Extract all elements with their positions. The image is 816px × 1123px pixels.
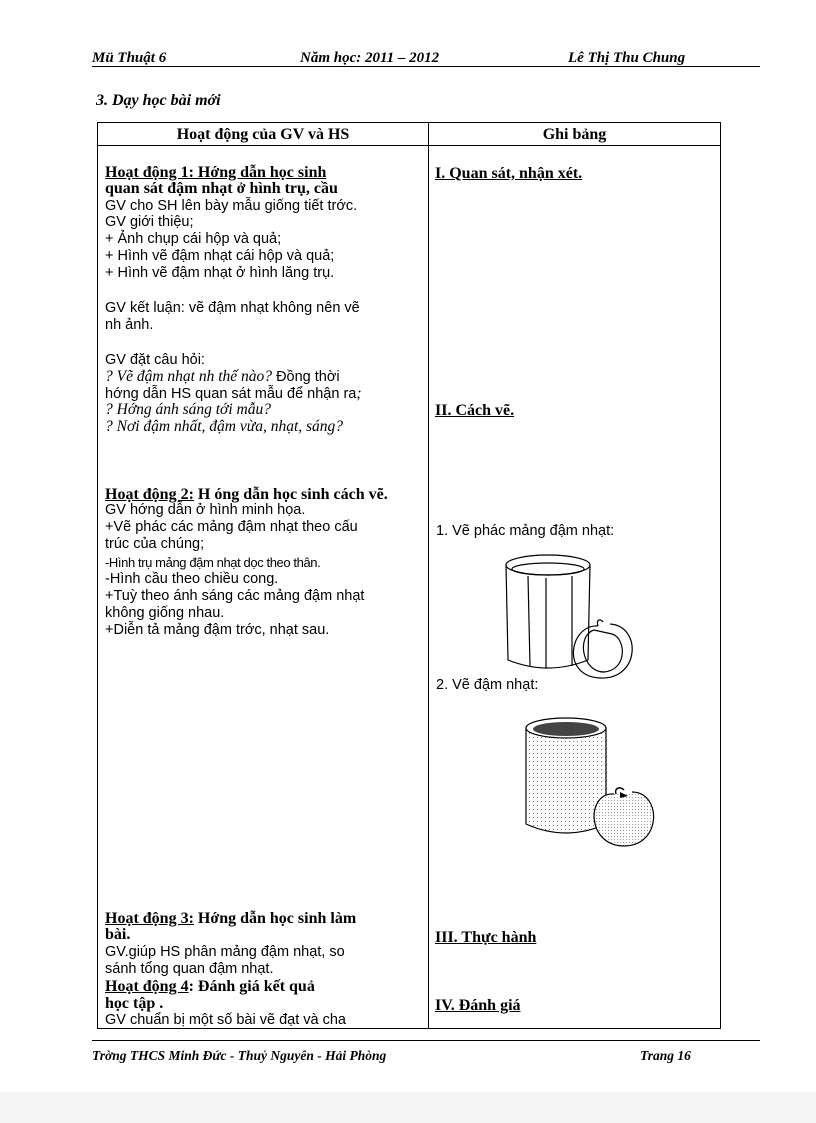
question-italic: ; <box>356 385 362 402</box>
question-line <box>105 369 340 385</box>
header-subject: Mü Thuật 6 <box>92 50 167 66</box>
question-plain: Đồng thời <box>272 369 340 385</box>
activity-4-text: GV chuẩn bị một số bài vẽ đạt và cha <box>105 1012 346 1028</box>
activity-4-title <box>105 979 315 995</box>
activity-1-text: GV giới thiệu; <box>105 214 194 230</box>
board-step-2: 2. Vẽ đậm nhạt: <box>436 677 539 693</box>
activity-2-label: Hoạt động 2: <box>105 486 194 503</box>
apple-body-shaded <box>594 792 653 846</box>
activity-3-title-line2: bài. <box>105 926 131 943</box>
table-header-rule <box>97 145 721 146</box>
sketch-cylinder-apple-illustration <box>500 548 665 683</box>
activity-2-text: +Tuỳ theo ánh sáng các mảng đậm nhạt <box>105 588 365 604</box>
activity-2-text: -Hình cầu theo chiều cong. <box>105 571 279 587</box>
activity-2-title <box>105 487 388 503</box>
header-rule <box>92 66 760 67</box>
cylinder-body <box>506 565 590 668</box>
board-heading-2: II. Cách vẽ. <box>435 402 515 419</box>
board-heading-3: III. Thực hành <box>435 929 537 946</box>
activity-1-title-line2: quan sát đậm nhạt ở hình trụ, cầu <box>105 180 338 197</box>
conclusion-text: nh ảnh. <box>105 317 154 333</box>
footer-school: Trờng THCS Minh Đức - Thuỷ Nguyên - Hải Phòng <box>92 1048 387 1063</box>
activity-4-title-text: : Đánh giá kết quả <box>188 978 315 995</box>
activity-1-text: GV cho SH lên bày mẫu giống tiết trớc. <box>105 198 358 214</box>
activity-1-text: + Hình vẽ đậm nhạt ở hình lăng trụ. <box>105 265 335 281</box>
footer-rule <box>92 1040 760 1041</box>
activity-3-label: Hoạt động 3: <box>105 910 194 927</box>
activity-2-text: +Diễn tả mảng đậm trớc, nhạt sau. <box>105 622 330 638</box>
footer-page-number: Trang 16 <box>640 1048 691 1063</box>
activity-2-text: GV hớng dẫn ở hình minh họa. <box>105 502 306 518</box>
col2-header: Ghi bảng <box>542 126 607 143</box>
conclusion-text: GV kết luận: vẽ đậm nhạt không nên vẽ <box>105 300 360 316</box>
question-intro: GV đặt câu hỏi: <box>105 352 205 368</box>
section-title: 3. Dạy học bài mới <box>96 92 221 109</box>
header-year: Năm học: 2011 – 2012 <box>300 50 440 66</box>
question-line <box>105 386 362 402</box>
board-step-1: 1. Vẽ phác mảng đậm nhạt: <box>436 523 615 539</box>
apple-shading-contour <box>583 630 622 672</box>
activity-1-title-line1: Hoạt động 1: Hớng dẫn học sinh <box>105 164 327 181</box>
activity-2-text: không giống nhau. <box>105 605 225 621</box>
activity-4-label: Hoạt động 4 <box>105 978 189 995</box>
question-line: ? Nơi đậm nhất, đậm vừa, nhạt, sáng? <box>105 418 344 435</box>
header-teacher: Lê Thị Thu Chung <box>568 50 686 66</box>
apple-stem <box>597 620 603 626</box>
shaded-cylinder-apple-illustration <box>520 712 665 848</box>
table-column-divider <box>428 122 429 1029</box>
cylinder-value-line <box>528 576 530 666</box>
activity-3-text: GV.giúp HS phân mảng đậm nhạt, so <box>105 944 345 960</box>
cylinder-interior <box>533 722 599 736</box>
board-heading-1: I. Quan sát, nhận xét. <box>435 165 583 182</box>
question-plain: hớng dẫn HS quan sát mẫu để nhận ra <box>105 386 357 402</box>
activity-1-text: + Hình vẽ đậm nhạt cái hộp và quả; <box>105 248 335 264</box>
activity-4-title-line2: học tập . <box>105 995 164 1012</box>
question-italic: ? Vẽ đậm nhạt nh thế nào? <box>105 368 273 385</box>
activity-3-title-text: Hớng dẫn học sinh làm <box>193 910 357 927</box>
activity-3-text: sánh tổng quan đậm nhạt. <box>105 961 274 977</box>
activity-2-text: trúc của chúng; <box>105 536 205 552</box>
activity-2-title-text: H óng dẫn học sinh cách vẽ. <box>193 486 388 503</box>
page-bottom-margin <box>0 1092 816 1123</box>
activity-2-text: +Vẽ phác các mảng đậm nhạt theo cấu <box>105 519 358 535</box>
activity-2-text: -Hình trụ mảng đậm nhạt dọc theo thân. <box>105 555 321 570</box>
col1-header: Hoạt động của GV và HS <box>176 126 350 143</box>
activity-1-text: + Ảnh chụp cái hộp và quả; <box>105 231 282 247</box>
question-line: ? Hớng ánh sáng tới mẫu? <box>105 401 271 418</box>
board-heading-4: IV. Đánh giá <box>435 997 521 1014</box>
activity-3-title <box>105 911 356 927</box>
cylinder-inner-rim <box>512 563 584 575</box>
